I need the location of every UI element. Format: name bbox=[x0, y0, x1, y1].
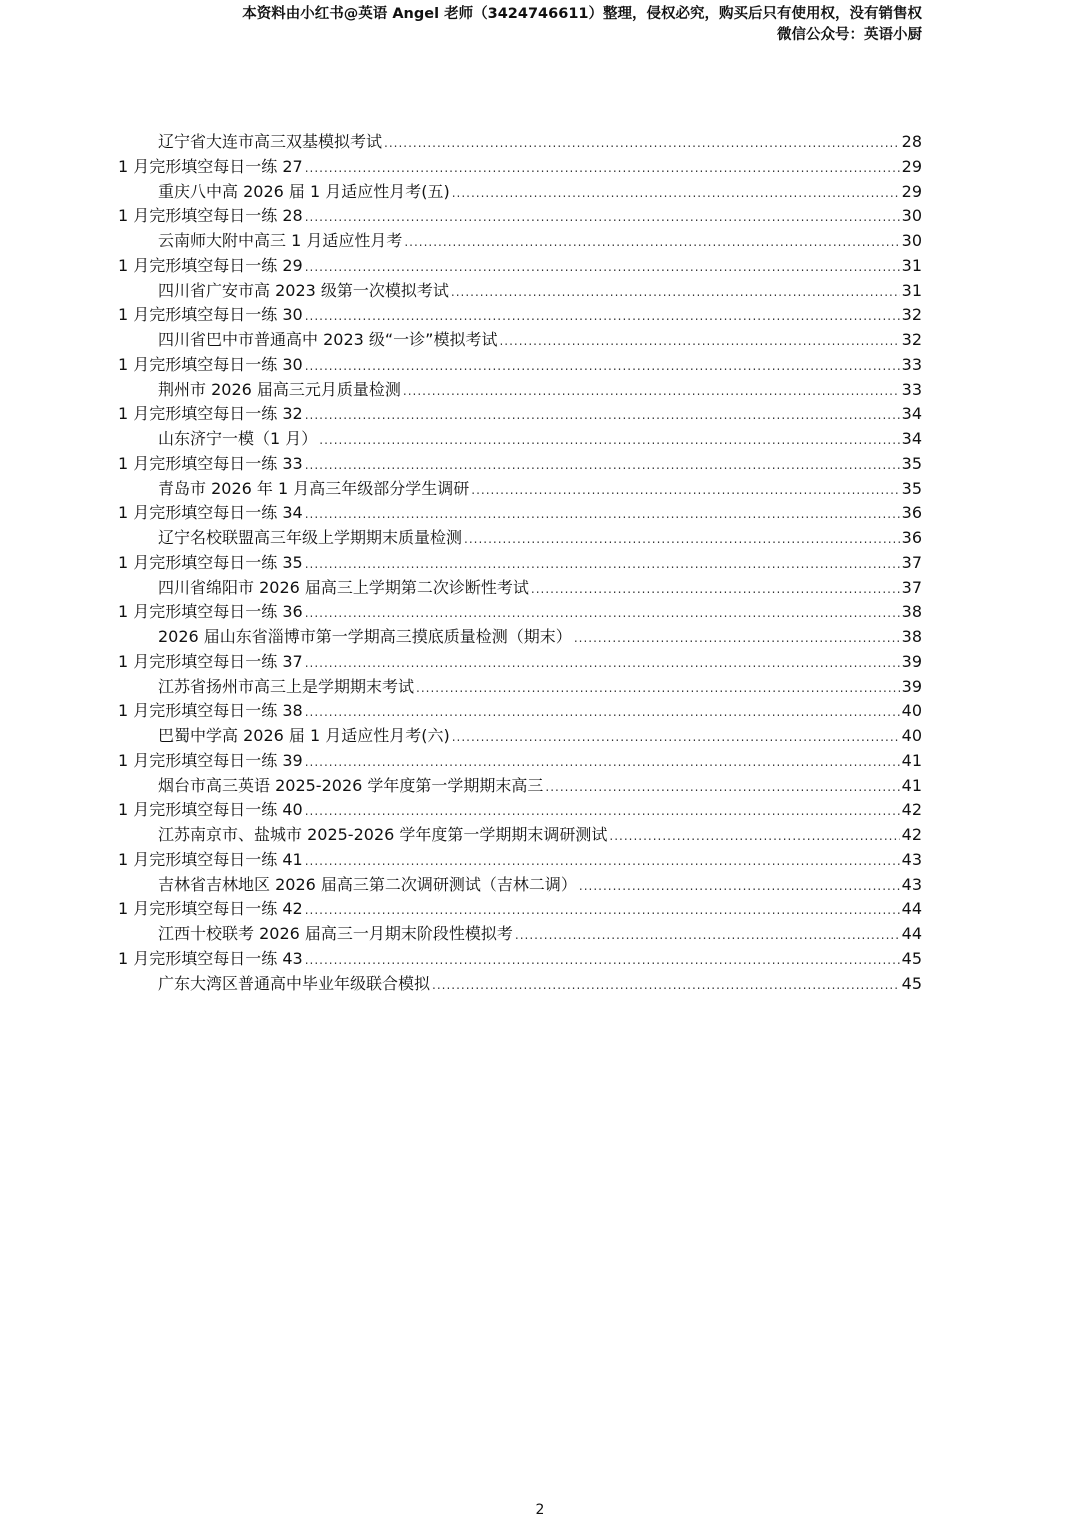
toc-entry-page: 38 bbox=[901, 602, 922, 622]
toc-entry[interactable] bbox=[118, 650, 922, 675]
toc-entry-title: 1 月完形填空每日一练 39 bbox=[118, 750, 303, 770]
toc-entry[interactable] bbox=[118, 501, 922, 526]
toc-entry[interactable] bbox=[118, 204, 922, 229]
toc-entry-title: 江苏省扬州市高三上是学期期末考试 bbox=[158, 676, 415, 696]
toc-entry[interactable] bbox=[118, 922, 922, 947]
toc-dot-leader bbox=[451, 280, 900, 305]
toc-dot-leader bbox=[515, 923, 900, 948]
toc-dot-leader bbox=[432, 973, 900, 998]
toc-entry-page: 41 bbox=[901, 750, 922, 770]
toc-entry-page: 44 bbox=[901, 899, 922, 919]
toc-entry[interactable] bbox=[118, 551, 922, 576]
toc-dot-leader bbox=[305, 700, 900, 725]
toc-entry-title: 辽宁名校联盟高三年级上学期期末质量检测 bbox=[158, 528, 463, 547]
toc-entry-title: 2026 届山东省淄博市第一学期高三摸底质量检测（期末） bbox=[158, 627, 572, 646]
toc-dot-leader bbox=[305, 304, 900, 329]
toc-entry[interactable] bbox=[118, 897, 922, 922]
toc-entry-title: 山东济宁一模（1 月） bbox=[158, 429, 318, 448]
toc-entry-page: 30 bbox=[901, 231, 922, 250]
table-of-contents bbox=[118, 130, 922, 996]
toc-entry-page: 33 bbox=[901, 379, 922, 399]
toc-dot-leader bbox=[416, 676, 900, 701]
toc-dot-leader bbox=[305, 750, 900, 775]
toc-entry[interactable] bbox=[118, 675, 922, 700]
toc-dot-leader bbox=[305, 948, 900, 973]
toc-entry-title: 青岛市 2026 年 1 月高三年级部分学生调研 bbox=[158, 478, 470, 498]
page-footer bbox=[0, 1500, 1080, 1528]
toc-dot-leader bbox=[305, 205, 900, 230]
toc-dot-leader bbox=[471, 478, 899, 503]
toc-entry-title: 1 月完形填空每日一练 35 bbox=[118, 552, 303, 572]
toc-entry-page: 35 bbox=[901, 453, 922, 473]
toc-entry[interactable] bbox=[118, 823, 922, 848]
toc-entry-title: 广东大湾区普通高中毕业年级联合模拟 bbox=[158, 973, 431, 993]
toc-entry-title: 1 月完形填空每日一练 37 bbox=[118, 651, 303, 671]
toc-entry-page: 30 bbox=[901, 206, 922, 226]
toc-dot-leader bbox=[305, 453, 900, 478]
toc-entry-title: 巴蜀中学高 2026 届 1 月适应性月考(六) bbox=[158, 726, 450, 745]
page-header bbox=[242, 4, 922, 46]
toc-entry-page: 41 bbox=[901, 775, 922, 795]
toc-dot-leader bbox=[609, 824, 899, 849]
toc-dot-leader bbox=[452, 181, 900, 206]
toc-entry-title: 1 月完形填空每日一练 28 bbox=[118, 206, 303, 226]
toc-entry-title: 四川省巴中市普通高中 2023 级“一诊”模拟考试 bbox=[158, 330, 498, 349]
toc-entry[interactable] bbox=[118, 402, 922, 427]
toc-entry[interactable] bbox=[118, 625, 922, 650]
toc-dot-leader bbox=[305, 502, 900, 527]
toc-entry-page: 45 bbox=[901, 948, 922, 968]
toc-entry[interactable] bbox=[118, 279, 922, 304]
toc-entry-page: 43 bbox=[901, 849, 922, 869]
toc-entry-page: 36 bbox=[901, 528, 922, 547]
toc-entry-page: 38 bbox=[901, 627, 922, 646]
toc-entry-page: 44 bbox=[901, 924, 922, 943]
toc-entry-page: 36 bbox=[901, 503, 922, 523]
toc-entry-title: 1 月完形填空每日一练 42 bbox=[118, 899, 303, 919]
toc-entry-title: 江西十校联考 2026 届高三一月期末阶段性模拟考 bbox=[158, 924, 513, 943]
toc-entry[interactable] bbox=[118, 328, 922, 353]
toc-entry[interactable] bbox=[118, 798, 922, 823]
toc-entry[interactable] bbox=[118, 303, 922, 328]
toc-entry-title: 辽宁省大连市高三双基模拟考试 bbox=[158, 132, 383, 151]
toc-dot-leader bbox=[574, 626, 900, 651]
toc-entry-title: 吉林省吉林地区 2026 届高三第二次调研测试（吉林二调） bbox=[158, 874, 577, 894]
toc-entry[interactable] bbox=[118, 180, 922, 205]
toc-entry-page: 33 bbox=[901, 354, 922, 374]
toc-entry[interactable] bbox=[118, 254, 922, 279]
toc-entry-page: 32 bbox=[901, 330, 922, 349]
toc-entry-title: 四川省广安市高 2023 级第一次模拟考试 bbox=[158, 280, 449, 300]
toc-entry-title: 云南师大附中高三 1 月适应性月考 bbox=[158, 231, 403, 250]
toc-dot-leader bbox=[305, 403, 900, 428]
toc-entry-title: 1 月完形填空每日一练 27 bbox=[118, 156, 303, 176]
toc-entry-page: 40 bbox=[901, 701, 922, 721]
toc-entry-page: 34 bbox=[901, 404, 922, 424]
toc-dot-leader bbox=[531, 577, 900, 602]
toc-entry-page: 40 bbox=[901, 726, 922, 745]
toc-dot-leader bbox=[305, 898, 900, 923]
toc-entry-title: 1 月完形填空每日一练 40 bbox=[118, 800, 303, 820]
toc-entry-title: 烟台市高三英语 2025-2026 学年度第一学期期末高三 bbox=[158, 775, 544, 795]
toc-entry[interactable] bbox=[118, 576, 922, 601]
toc-entry-title: 1 月完形填空每日一练 43 bbox=[118, 948, 303, 968]
toc-dot-leader bbox=[305, 849, 900, 874]
toc-entry-page: 39 bbox=[901, 676, 922, 696]
toc-entry[interactable] bbox=[118, 873, 922, 898]
toc-dot-leader bbox=[452, 725, 900, 750]
toc-entry[interactable] bbox=[118, 155, 922, 180]
toc-entry-page: 34 bbox=[901, 429, 922, 448]
toc-entry[interactable] bbox=[118, 229, 922, 254]
toc-dot-leader bbox=[305, 799, 900, 824]
toc-entry-title: 重庆八中高 2026 届 1 月适应性月考(五) bbox=[158, 181, 450, 201]
toc-entry-page: 29 bbox=[901, 156, 922, 176]
toc-entry-page: 35 bbox=[901, 478, 922, 498]
toc-dot-leader bbox=[384, 131, 900, 156]
page-number: 2 bbox=[535, 1502, 545, 1518]
toc-dot-leader bbox=[404, 230, 899, 255]
toc-entry[interactable] bbox=[118, 378, 922, 403]
toc-entry-title: 江苏南京市、盐城市 2025-2026 学年度第一学期期末调研测试 bbox=[158, 825, 608, 844]
toc-entry[interactable] bbox=[118, 526, 922, 551]
toc-dot-leader bbox=[403, 379, 900, 404]
toc-entry-page: 43 bbox=[901, 874, 922, 894]
toc-entry-title: 1 月完形填空每日一练 41 bbox=[118, 849, 303, 869]
toc-dot-leader bbox=[305, 651, 900, 676]
toc-entry-page: 31 bbox=[901, 255, 922, 275]
toc-entry[interactable] bbox=[118, 848, 922, 873]
toc-entry[interactable] bbox=[118, 724, 922, 749]
toc-entry[interactable] bbox=[118, 452, 922, 477]
toc-entry-title: 1 月完形填空每日一练 38 bbox=[118, 701, 303, 721]
toc-entry-title: 四川省绵阳市 2026 届高三上学期第二次诊断性考试 bbox=[158, 577, 529, 597]
toc-entry-title: 1 月完形填空每日一练 30 bbox=[118, 305, 303, 325]
toc-entry-page: 42 bbox=[901, 800, 922, 820]
header-copyright-line: 本资料由小红书@英语 Angel 老师（3424746611）整理，侵权必究，购买后只有使用权，没有销售权 bbox=[242, 6, 922, 22]
toc-dot-leader bbox=[305, 552, 900, 577]
toc-entry-title: 1 月完形填空每日一练 29 bbox=[118, 255, 303, 275]
toc-entry-page: 42 bbox=[901, 825, 922, 844]
toc-entry[interactable] bbox=[118, 477, 922, 502]
toc-entry-title: 1 月完形填空每日一练 30 bbox=[118, 354, 303, 374]
toc-entry-page: 37 bbox=[901, 577, 922, 597]
toc-entry-title: 1 月完形填空每日一练 33 bbox=[118, 453, 303, 473]
toc-entry-title: 荆州市 2026 届高三元月质量检测 bbox=[158, 379, 401, 399]
toc-dot-leader bbox=[499, 329, 899, 354]
toc-entry[interactable] bbox=[118, 353, 922, 378]
toc-entry[interactable] bbox=[118, 972, 922, 997]
toc-entry-title: 1 月完形填空每日一练 34 bbox=[118, 503, 303, 523]
toc-entry[interactable] bbox=[118, 947, 922, 972]
toc-dot-leader bbox=[464, 527, 900, 552]
header-wechat-line: 微信公众号：英语小厨 bbox=[777, 27, 922, 43]
toc-entry-page: 37 bbox=[901, 552, 922, 572]
toc-entry[interactable] bbox=[118, 427, 922, 452]
toc-entry[interactable] bbox=[118, 774, 922, 799]
toc-entry-page: 39 bbox=[901, 651, 922, 671]
toc-entry-title: 1 月完形填空每日一练 32 bbox=[118, 404, 303, 424]
toc-entry-page: 31 bbox=[901, 280, 922, 300]
toc-entry[interactable] bbox=[118, 130, 922, 155]
toc-entry-title: 1 月完形填空每日一练 36 bbox=[118, 602, 303, 622]
toc-dot-leader bbox=[305, 601, 900, 626]
toc-dot-leader bbox=[305, 156, 900, 181]
toc-dot-leader bbox=[319, 428, 899, 453]
toc-entry-page: 32 bbox=[901, 305, 922, 325]
toc-entry-page: 28 bbox=[901, 132, 922, 151]
toc-entry[interactable] bbox=[118, 749, 922, 774]
toc-entry-page: 45 bbox=[901, 973, 922, 993]
toc-dot-leader bbox=[579, 874, 900, 899]
toc-dot-leader bbox=[305, 255, 900, 280]
toc-entry[interactable] bbox=[118, 699, 922, 724]
toc-dot-leader bbox=[305, 354, 900, 379]
toc-entry[interactable] bbox=[118, 600, 922, 625]
toc-dot-leader bbox=[545, 775, 899, 800]
toc-entry-page: 29 bbox=[901, 181, 922, 201]
